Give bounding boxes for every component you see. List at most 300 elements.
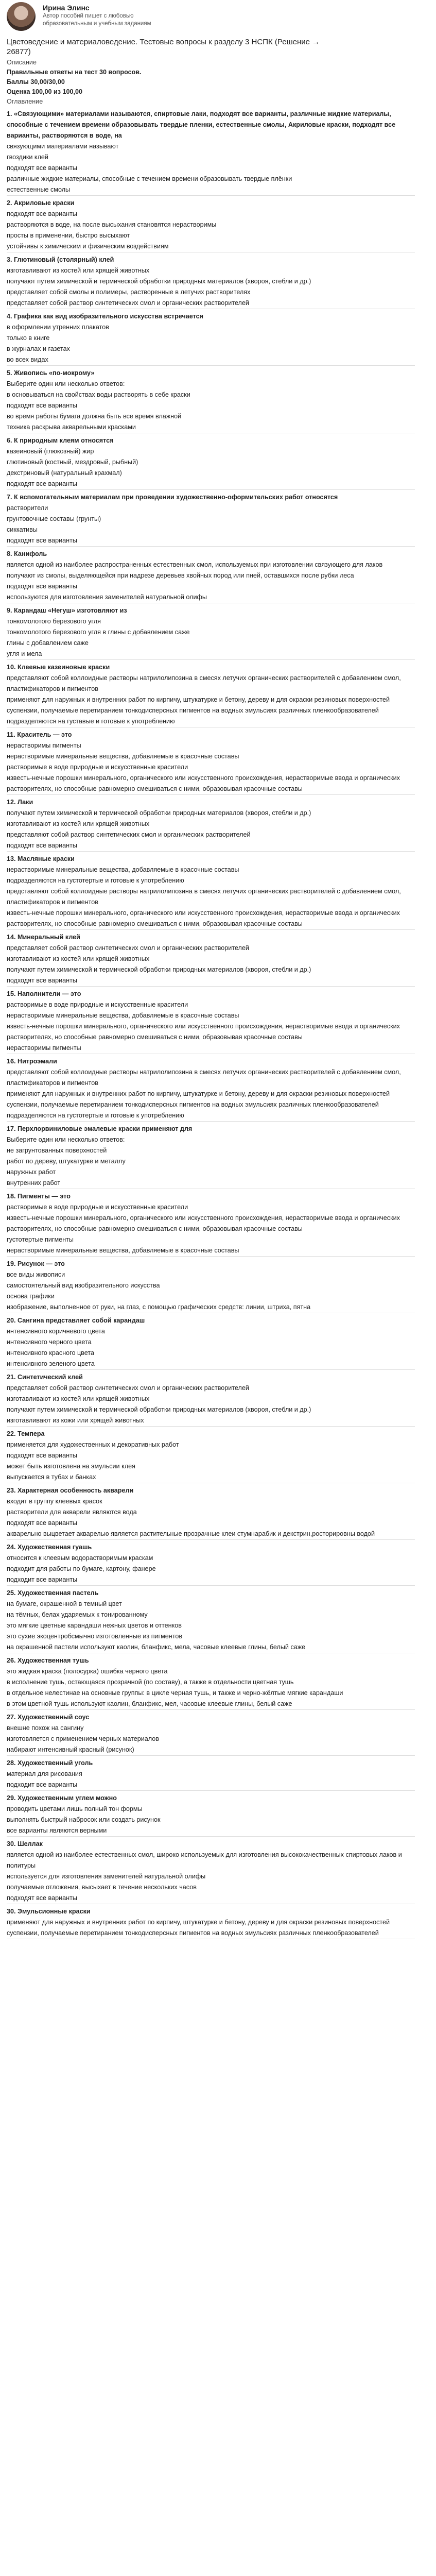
answer-option-text: просты в применении, быстро высыхают xyxy=(7,232,130,239)
question-block xyxy=(7,492,415,547)
answer-option xyxy=(7,1882,415,1893)
answer-option xyxy=(7,1642,415,1653)
answer-option-text: только в книге xyxy=(7,334,50,342)
answer-option-text: применяется для художественных и декоративных работ xyxy=(7,1441,179,1448)
answer-option xyxy=(7,174,415,184)
question-title: 8. Канифоль xyxy=(7,550,47,557)
question-block xyxy=(7,1542,415,1586)
question-block xyxy=(7,1839,415,1904)
author-name[interactable]: Ирина Элинс xyxy=(43,4,90,12)
answer-option xyxy=(7,322,415,333)
answer-option xyxy=(7,560,415,570)
question-title: 16. Нитроэмали xyxy=(7,1058,57,1065)
answer-option xyxy=(7,1021,415,1043)
question-title: 30. Шеллак xyxy=(7,1840,43,1848)
answer-option xyxy=(7,1043,415,1054)
divider xyxy=(7,1790,415,1791)
question-block xyxy=(7,1429,415,1483)
question-block xyxy=(7,1056,415,1122)
answer-option xyxy=(7,219,415,230)
answer-option-text: суспензии, получаемые перетиранием тонкодисперсных пигментов на водных эмульсиях различных пленкообразователей xyxy=(7,1101,379,1108)
answer-option xyxy=(7,1815,415,1825)
divider xyxy=(7,1539,415,1540)
answer-option-text: подходят все варианты xyxy=(7,480,77,487)
answer-option-text: используются для изготовления заменителей натуральной олифы xyxy=(7,594,207,601)
answer-option xyxy=(7,457,415,468)
answer-option-text: применяют для наружных и внутренних работ по кирпичу, штукатурке и бетону, дереву и для окраски резиновых поверхностей xyxy=(7,1919,390,1926)
question-block xyxy=(7,854,415,930)
answer-option-text: устойчивы к химическим и физическим воздействиям xyxy=(7,243,169,250)
answer-option-text: представляют собой коллоидные растворы натрилолипозина в смесях летучих органических растворителей с добавлением смол, пластификаторов и пигментов xyxy=(7,888,401,906)
answer-option xyxy=(7,1893,415,1904)
question-block xyxy=(7,1712,415,1756)
answer-option xyxy=(7,1291,415,1302)
answer-option xyxy=(7,840,415,851)
answer-option-text: подходит все варианты xyxy=(7,1781,78,1788)
answer-option xyxy=(7,751,415,762)
answer-option xyxy=(7,389,415,400)
divider xyxy=(7,986,415,987)
answer-option xyxy=(7,1609,415,1620)
answer-option xyxy=(7,1280,415,1291)
answer-option-text: интенсивного коричневого цвета xyxy=(7,1328,105,1335)
answer-option xyxy=(7,1461,415,1472)
question-title: 11. Краситель — это xyxy=(7,731,72,738)
answer-option xyxy=(7,875,415,886)
answer-option xyxy=(7,1110,415,1121)
answer-option xyxy=(7,954,415,964)
divider xyxy=(7,851,415,852)
answer-option-text: сиккативы xyxy=(7,526,38,533)
answers-label: Правильные ответы на тест 30 вопросов. xyxy=(7,69,142,76)
answer-option-text: работ по дереву, штукатурке и металлу xyxy=(7,1158,126,1165)
answer-option xyxy=(7,1202,415,1213)
answer-option xyxy=(7,422,415,433)
question-title: 20. Сангина представляет собой карандаш xyxy=(7,1317,145,1324)
answer-option-text: в журналах и газетах xyxy=(7,345,70,352)
answer-option xyxy=(7,535,415,546)
question-block xyxy=(7,198,415,252)
question-block xyxy=(7,1259,415,1313)
answer-option-text: естественные смолы xyxy=(7,186,71,193)
answer-option-text: самостоятельный вид изобразительного искусства xyxy=(7,1282,160,1289)
answer-option-text: может быть изготовлена на эмульсии клея xyxy=(7,1463,135,1470)
question-block xyxy=(7,662,415,727)
answer-option xyxy=(7,184,415,195)
answer-option xyxy=(7,1415,415,1426)
question-block xyxy=(7,797,415,852)
answer-option-text: подходят все варианты xyxy=(7,537,77,544)
answer-option xyxy=(7,1348,415,1359)
divider xyxy=(7,659,415,660)
answer-option-text: во всех видах xyxy=(7,356,48,363)
question-block xyxy=(7,1588,415,1653)
grade-line: Оценка 100,00 из 100,00 xyxy=(7,88,82,95)
answer-option-text: глютиновый (костный, мездровый, рыбный) xyxy=(7,459,138,466)
answer-option xyxy=(7,1850,415,1871)
answer-option-text: растворимые в воде природные и искусственные красители xyxy=(7,1001,188,1008)
author-block xyxy=(7,2,415,36)
question-list xyxy=(7,109,415,1939)
answer-option xyxy=(7,865,415,875)
question-block xyxy=(7,1315,415,1370)
answer-option xyxy=(7,287,415,298)
answer-option-text: основа графики xyxy=(7,1293,55,1300)
answer-option xyxy=(7,1099,415,1110)
answer-option xyxy=(7,975,415,986)
question-block xyxy=(7,1485,415,1540)
answer-option-text: применяют для наружных и внутренних работ по кирпичу, штукатурке и бетону, дереву и для окраски резиновых поверхностей xyxy=(7,696,390,703)
answer-option xyxy=(7,616,415,627)
question-title: 26. Художественная тушь xyxy=(7,1657,89,1664)
answer-option-text: на окрашенной пастели используют каолин, бланфикс, мела, часовые клеевые глины, белый саже xyxy=(7,1643,306,1651)
answer-option-text: получают путем химической и термической обработки природных материалов (хвороя, стебли и др.) xyxy=(7,809,311,817)
answer-option-text: получают путем химической и термической обработки природных материалов (хвороя, стебли и др.) xyxy=(7,1406,311,1413)
question-block xyxy=(7,605,415,660)
answer-option-text: является одной из наиболее естественных смол, широко используемых для изготовления высококачественных спиртовых лаков и политуры xyxy=(7,1851,402,1869)
answer-option xyxy=(7,1326,415,1337)
answer-option xyxy=(7,1269,415,1280)
answer-option xyxy=(7,999,415,1010)
question-block xyxy=(7,1655,415,1710)
divider xyxy=(7,1369,415,1370)
answer-option xyxy=(7,1450,415,1461)
answer-option xyxy=(7,1507,415,1518)
answer-option-text: техника раскрыва акварельными красками xyxy=(7,423,136,431)
answer-option xyxy=(7,1780,415,1790)
answer-option-text: известь-нечные порошки минерального, органического или искусственного происхождения, нерастворимые ввода и органических растворителях, но способные равномерно смешиваться с ними, образовывая красочные составы xyxy=(7,774,400,792)
answer-option xyxy=(7,638,415,649)
question-block xyxy=(7,1906,415,1939)
divider xyxy=(7,195,415,196)
answer-option-text: изготавливают из костей или хрящей животных xyxy=(7,820,150,827)
answer-option xyxy=(7,570,415,581)
question-title: 24. Художественная гуашь xyxy=(7,1544,92,1551)
answer-option-text: внешне похож на сангину xyxy=(7,1724,84,1732)
answer-option xyxy=(7,1804,415,1815)
answer-option-text: изображение, выполненное от руки, на глаз, с помощью графических средств: линии, штриха, пятна xyxy=(7,1303,311,1311)
answer-option-text: растворители для акварели являются вода xyxy=(7,1509,137,1516)
answer-option xyxy=(7,1156,415,1167)
question-block xyxy=(7,311,415,366)
answer-option-text: проводить цветами лишь полный тон формы xyxy=(7,1805,143,1812)
question-title: 14. Минеральный клей xyxy=(7,934,80,941)
answer-option-text: нерастворимы пигменты xyxy=(7,742,81,749)
answer-option xyxy=(7,411,415,422)
question-title: 1. «Связующими» материалами называются, спиртовые лаки, подходят все варианты, различные жидкие материалы, способные с течением времени образовывать твердые пленки, естественные смолы, Акриловые краски, подходят все варианты, растворяются в воде, на xyxy=(7,110,396,139)
answer-option-text: подходят все варианты xyxy=(7,1894,77,1902)
answer-option xyxy=(7,627,415,638)
answer-option xyxy=(7,446,415,457)
answer-option-text: не загрунтованных поверхностей xyxy=(7,1147,107,1154)
question-block xyxy=(7,730,415,795)
answer-option-text: интенсивного черного цвета xyxy=(7,1338,92,1346)
answer-option-text: глины с добавлением саже xyxy=(7,639,89,647)
answer-option-text: относится к клеевым водорастворимым краскам xyxy=(7,1554,153,1562)
avatar[interactable] xyxy=(7,2,36,31)
divider xyxy=(7,365,415,366)
question-title: 25. Художественная пастель xyxy=(7,1589,99,1597)
answer-option-text: это жидкая краска (полосурка) ошибка черного цвета xyxy=(7,1668,168,1675)
score-line: Баллы 30,00/30,00 xyxy=(7,78,65,86)
answer-option-text: в основываться на свойствах воды растворять в себе краски xyxy=(7,391,190,398)
answer-option xyxy=(7,1234,415,1245)
answer-option xyxy=(7,1666,415,1677)
answer-option xyxy=(7,152,415,163)
answer-option xyxy=(7,333,415,344)
answer-option xyxy=(7,705,415,716)
question-title: 27. Художественный соус xyxy=(7,1714,90,1721)
answer-option-text: на тёмных, белах ударяемых к тонированному xyxy=(7,1611,148,1618)
divider xyxy=(7,1121,415,1122)
answer-option-text: во время работы бумага должна быть все время влажной xyxy=(7,413,182,420)
answer-option xyxy=(7,479,415,489)
description-label: Описание xyxy=(7,59,37,66)
question-title: 6. К природным клеям относятся xyxy=(7,437,114,444)
answer-option-text: гвоздики клей xyxy=(7,154,48,161)
answer-option-text: в оформлении утренних плакатов xyxy=(7,324,109,331)
answer-option xyxy=(7,1734,415,1744)
question-block xyxy=(7,1372,415,1427)
answer-option xyxy=(7,1574,415,1585)
answer-option-text: декстриновый (натуральный крахмал) xyxy=(7,469,122,477)
answer-option xyxy=(7,943,415,954)
answer-option-text: нерастворимые минеральные вещества, добавляемые в красочные составы xyxy=(7,753,239,760)
answer-option-text: нерастворимые минеральные вещества, добавляемые в красочные составы xyxy=(7,866,239,873)
answer-option-text: подходят все варианты xyxy=(7,583,77,590)
answer-option-text: все варианты являются верными xyxy=(7,1827,107,1834)
answer-option xyxy=(7,1677,415,1688)
answer-option-text: получают из смолы, выделяющейся при надрезе деревьев хвойных пород или пней, оставшихся после рубки леса xyxy=(7,572,354,579)
answer-option xyxy=(7,1825,415,1836)
answer-option-text: представляет собой раствор синтетических смол и органических растворителей xyxy=(7,299,249,307)
author-info xyxy=(43,2,177,28)
question-block xyxy=(7,1793,415,1837)
question-block xyxy=(7,435,415,490)
answer-option xyxy=(7,1871,415,1882)
answer-option xyxy=(7,163,415,174)
answer-option xyxy=(7,819,415,829)
answer-option-text: представляют собой раствор синтетических смол и органических растворителей xyxy=(7,831,251,838)
question-block xyxy=(7,1124,415,1189)
answer-option-text: используется для изготовления заменителей натуральной олифы xyxy=(7,1873,206,1880)
answer-option-text: растворимые в воде природные и искусственные красители xyxy=(7,764,188,771)
question-title: 23. Характерная особенность акварели xyxy=(7,1487,134,1494)
answer-option xyxy=(7,964,415,975)
answer-option-text: представляет собой смолы и полимеры, растворенные в летучих растворителях xyxy=(7,289,251,296)
answer-option-text: применяют для наружных и внутренних работ по кирпичу, штукатурке и бетону, дереву и для окраски резиновых поверхностей xyxy=(7,1090,390,1097)
answer-option-text: подходят все варианты xyxy=(7,210,77,217)
answer-option xyxy=(7,298,415,309)
answer-option-text: в этом цветной тушь используют каолин, бланфикс, мел, часовые клеевые глины, белый саже xyxy=(7,1700,292,1707)
answer-option xyxy=(7,1245,415,1256)
answer-option xyxy=(7,694,415,705)
answer-option xyxy=(7,1337,415,1348)
question-title: 12. Лаки xyxy=(7,799,33,806)
answer-option-text: тонкомолотого березового угля в глины с добавлением саже xyxy=(7,629,190,636)
answer-option-text: входит в группу клеевых красок xyxy=(7,1498,102,1505)
document-title: Цветоведение и материаловедение. Тестовые вопросы к разделу 3 НСПК (Решение → 26877) xyxy=(7,38,320,56)
answer-option-text: в исполнение тушь, остающаяся прозрачной (по составу), а также в отдельности цветная тушь xyxy=(7,1679,294,1686)
answer-option-text: получают путем химической и термической обработки природных материалов (хвороя, стебли и др.) xyxy=(7,278,311,285)
answer-option xyxy=(7,1769,415,1780)
answer-option-text: нерастворимые минеральные вещества, добавляемые в красочные составы xyxy=(7,1247,239,1254)
toc-label: Оглавление xyxy=(7,98,43,105)
divider xyxy=(7,1585,415,1586)
divider xyxy=(7,1755,415,1756)
answer-option xyxy=(7,829,415,840)
question-title: 30. Эмульсионные краски xyxy=(7,1908,91,1915)
answer-option-text: казеиновый (глюкозный) жир xyxy=(7,448,94,455)
answer-option-text: растворимые в воде природные и искусственные красители xyxy=(7,1204,188,1211)
answer-option-text: подходят все варианты xyxy=(7,842,77,849)
question-block xyxy=(7,932,415,987)
answer-option-text: подходят все варианты xyxy=(7,1519,77,1527)
question-title: 4. Графика как вид изобразительного искусства встречается xyxy=(7,313,203,320)
answer-option-text: материал для рисования xyxy=(7,1770,82,1777)
question-title: 22. Темпера xyxy=(7,1430,45,1437)
answer-option xyxy=(7,209,415,219)
answer-option-text: известь-нечные порошки минерального, органического или искусственного происхождения, нерастворимые ввода и органических растворителях, но способные равномерно смешиваться с ними, образовывая красочные составы xyxy=(7,909,400,927)
answer-option xyxy=(7,1359,415,1369)
answer-option xyxy=(7,1067,415,1089)
answer-option xyxy=(7,1302,415,1313)
answer-option-text: это сухие экоцентробсмычно изготовленные из пигментов xyxy=(7,1633,183,1640)
answer-option-text: подразделяются на густавые и готовые к употреблению xyxy=(7,718,175,725)
answer-option-text: подходят все варианты xyxy=(7,1452,77,1459)
answer-option-text: наружных работ xyxy=(7,1168,56,1176)
answer-option xyxy=(7,344,415,354)
answer-option xyxy=(7,592,415,603)
question-block xyxy=(7,368,415,433)
answer-option xyxy=(7,524,415,535)
answer-option-text: Выберите один или несколько ответов: xyxy=(7,1136,125,1143)
question-title: 9. Карандаш «Негуш» изготовляют из xyxy=(7,607,127,614)
answer-option-text: связующими материалами называют xyxy=(7,143,119,150)
answer-option-text: подразделяются на густотертые и готовые к употреблению xyxy=(7,877,184,884)
answer-option-text: на бумаге, окрашенной в темный цвет xyxy=(7,1600,122,1607)
divider xyxy=(7,1709,415,1710)
answer-option xyxy=(7,1688,415,1699)
answer-option-text: выпускается в тубах и банках xyxy=(7,1473,96,1481)
answer-option xyxy=(7,1010,415,1021)
question-block xyxy=(7,989,415,1054)
answer-option xyxy=(7,230,415,241)
question-title: 5. Живопись «по-мокрому» xyxy=(7,369,95,377)
answer-option xyxy=(7,514,415,524)
answer-option xyxy=(7,1723,415,1734)
answer-option xyxy=(7,581,415,592)
answer-option xyxy=(7,1472,415,1483)
answer-option-text: все виды живописи xyxy=(7,1271,65,1278)
answer-option-text: представляет собой раствор синтетических смол и органических растворителей xyxy=(7,944,249,952)
answer-option-text: суспензии, получаемые перетиранием тонкодисперсных пигментов на водных эмульсиях различных пленкообразователей xyxy=(7,1929,379,1937)
author-description: Автор пособий пишет с любовью образовательным и учебным заданиям xyxy=(43,13,151,27)
answer-option xyxy=(7,1553,415,1564)
answer-option-text: это мягкие цветные карандаши нежных цветов и оттенков xyxy=(7,1622,182,1629)
answer-option xyxy=(7,354,415,365)
answer-option xyxy=(7,1134,415,1145)
answer-option-text: изготавливают из костей или хрящей животных xyxy=(7,1395,150,1402)
answer-option-text: нерастворимы пигменты xyxy=(7,1044,81,1052)
answer-option xyxy=(7,716,415,727)
divider xyxy=(7,794,415,795)
answer-option xyxy=(7,265,415,276)
answer-option xyxy=(7,1167,415,1178)
answer-option xyxy=(7,1631,415,1642)
question-block xyxy=(7,1191,415,1257)
answer-option-text: представляют собой коллоидные растворы натрилолипозина в смесях летучих органических растворителей с добавлением смол, пластификаторов и пигментов xyxy=(7,1069,401,1087)
answer-option xyxy=(7,1383,415,1394)
answer-option xyxy=(7,886,415,908)
answer-option xyxy=(7,1599,415,1609)
answer-option xyxy=(7,1404,415,1415)
answer-option-text: Выберите один или несколько ответов: xyxy=(7,380,125,387)
divider xyxy=(7,929,415,930)
answer-option-text: акварельно выцветает акварелью является растительные прозрачные клеи стумнарабик и декстрин,росторировны водой xyxy=(7,1530,375,1537)
question-title: 19. Рисунок — это xyxy=(7,1260,65,1267)
question-title: 29. Художественным углем можно xyxy=(7,1794,117,1802)
question-block xyxy=(7,549,415,603)
answer-option xyxy=(7,1178,415,1189)
answer-option-text: суспензии, получаемые перетиранием тонкодисперсных пигментов на водных эмульсиях различных пленкообразователей xyxy=(7,707,379,714)
answer-option xyxy=(7,1394,415,1404)
answer-option xyxy=(7,773,415,794)
question-title: 10. Клеевые казеиновые краски xyxy=(7,664,110,671)
answer-option-text: получаемые отложения, высыхает в течение нескольких часов xyxy=(7,1884,197,1891)
answer-option xyxy=(7,1744,415,1755)
answer-option xyxy=(7,241,415,252)
answer-option-text: густотертые пигменты xyxy=(7,1236,74,1243)
question-title: 7. К вспомогательным материалам при проведении художественно-оформительских работ относятся xyxy=(7,494,338,501)
answer-option-text: нерастворимые минеральные вещества, добавляемые в красочные составы xyxy=(7,1012,239,1019)
answer-option xyxy=(7,740,415,751)
answer-option-text: известь-нечные порошки минерального, органического или искусственного происхождения, нерастворимые ввода и органических растворителях, но способные равномерно смешиваться с ними, образовывая красочные составы xyxy=(7,1023,400,1041)
answer-option-text: изготавливают из кожи или хрящей животных xyxy=(7,1417,144,1424)
answer-option-text: представляет собой раствор синтетических смол и органических растворителей xyxy=(7,1384,249,1392)
divider xyxy=(7,1426,415,1427)
answer-option xyxy=(7,649,415,659)
answer-option xyxy=(7,1089,415,1099)
divider xyxy=(7,1256,415,1257)
question-title: 3. Глютиновый (столярный) клей xyxy=(7,256,114,263)
answer-option-text: грунтовочные составы (грунты) xyxy=(7,515,101,522)
divider xyxy=(7,546,415,547)
answer-option xyxy=(7,1518,415,1529)
answer-option xyxy=(7,673,415,694)
answer-option xyxy=(7,141,415,152)
answer-option xyxy=(7,908,415,929)
answer-option xyxy=(7,468,415,479)
answer-option xyxy=(7,1213,415,1234)
answer-option-text: изготовляется с применением черных материалов xyxy=(7,1735,159,1742)
answer-option xyxy=(7,503,415,514)
divider xyxy=(7,489,415,490)
answer-option-text: внутренних работ xyxy=(7,1179,61,1187)
answer-option-text: известь-нечные порошки минерального, органического или искусственного происхождения, нерастворимые ввода и органических растворителях, но способные равномерно смешиваться с ними, образовывая красочные составы xyxy=(7,1214,400,1232)
answer-option-text: подходят все варианты xyxy=(7,977,77,984)
answer-option xyxy=(7,1529,415,1539)
answer-option-text: изготавливают из костей или хрящей животных xyxy=(7,267,150,274)
answer-option-text: является одной из наиболее распространенных естественных смол, используемых при изготовлении связующего для лаков xyxy=(7,561,383,568)
answer-option-text: представляют собой коллоидные растворы натрилолипозина в смесях летучих органических растворителей с добавлением смол, пластификаторов и пигментов xyxy=(7,674,401,692)
question-title: 15. Наполнители — это xyxy=(7,990,81,997)
answer-option xyxy=(7,1564,415,1574)
answer-option-text: тонкомолотого березового угля xyxy=(7,618,101,625)
question-block xyxy=(7,255,415,309)
question-title: 21. Синтетический клей xyxy=(7,1374,83,1381)
question-title: 18. Пигменты — это xyxy=(7,1193,71,1200)
